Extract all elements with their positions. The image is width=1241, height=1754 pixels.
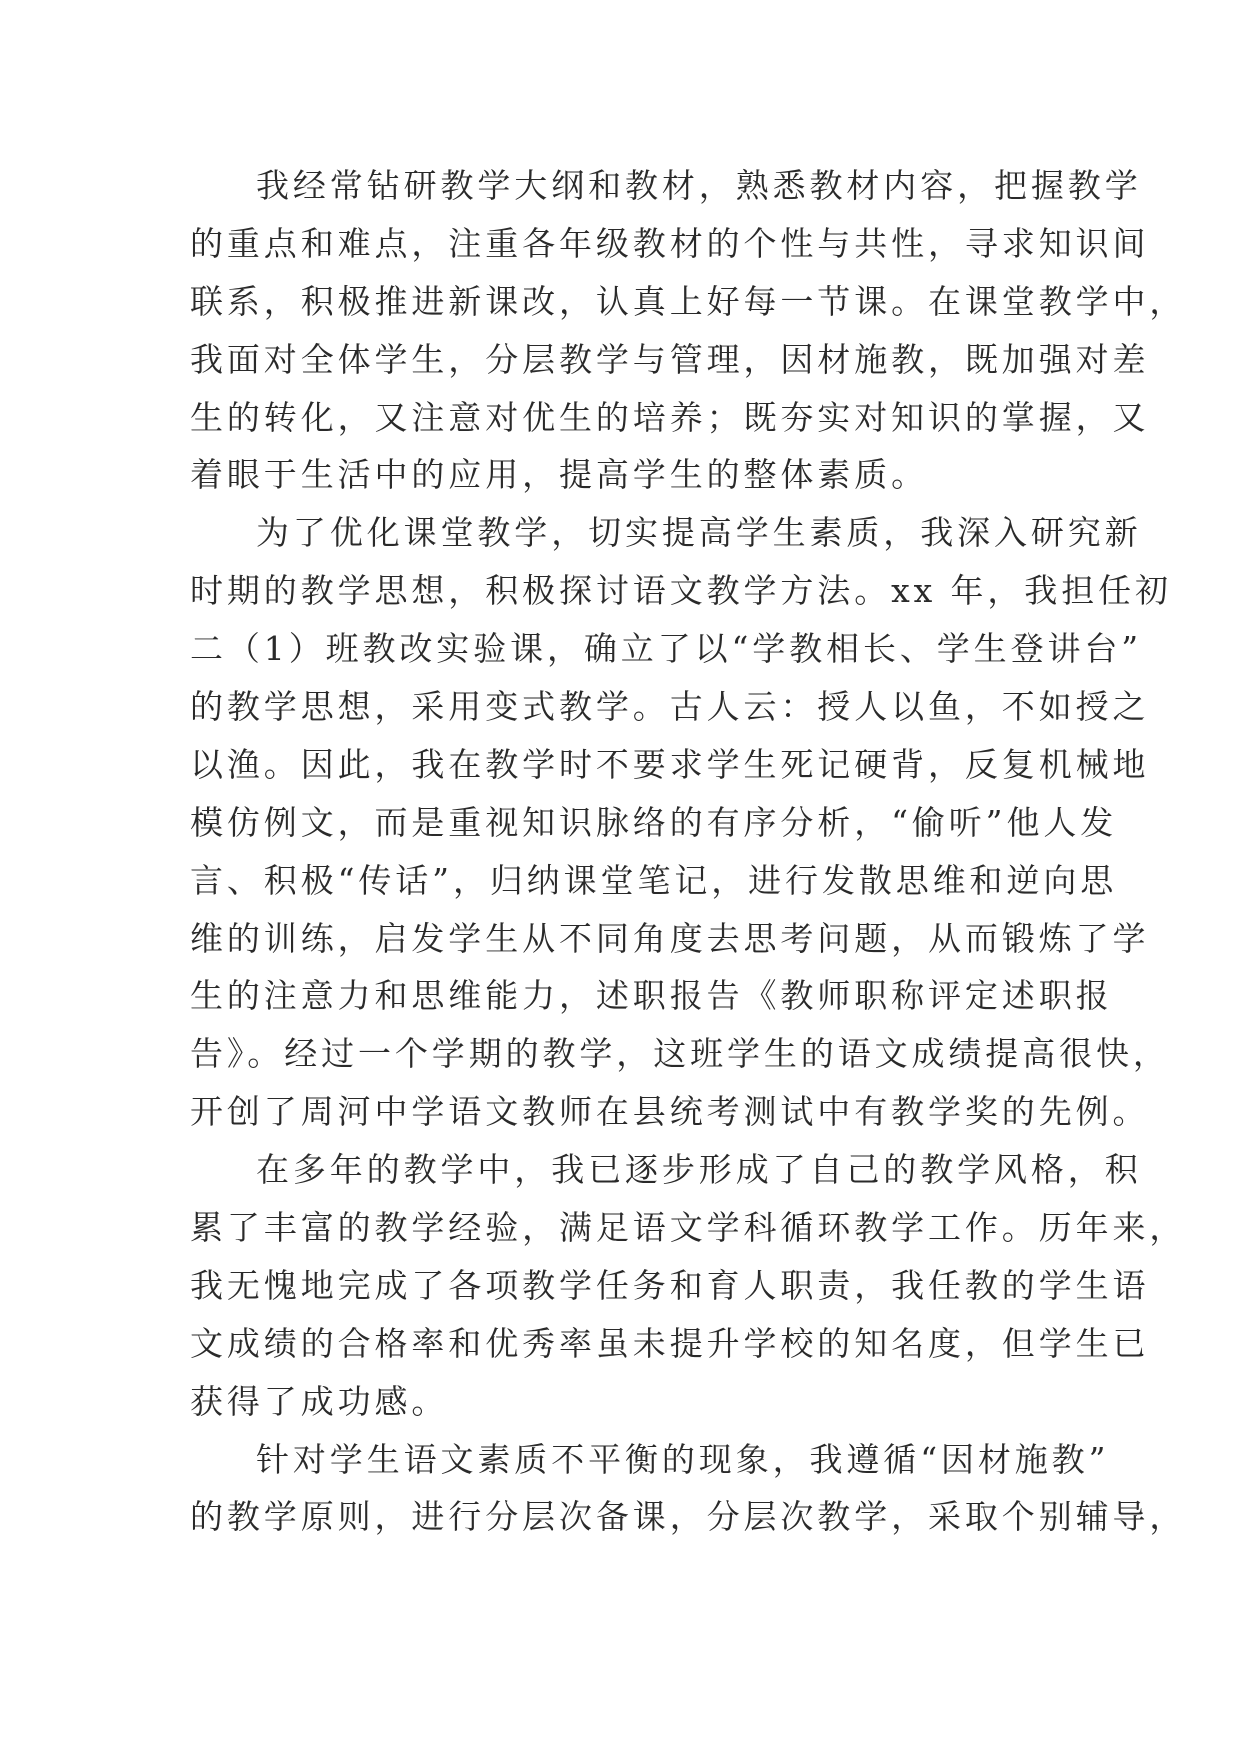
text-line: 文成绩的合格率和优秀率虽未提升学校的知名度，但学生已	[190, 1323, 1150, 1363]
text-line: 模仿例文，而是重视知识脉络的有序分析，“偷听”他人发	[190, 802, 1118, 842]
text-line: 累了丰富的教学经验，满足语文学科循环教学工作。历年来，	[190, 1208, 1187, 1248]
text-line: 针对学生语文素质不平衡的现象，我遵循“因材施教”	[256, 1439, 1110, 1479]
text-line: 生的注意力和思维能力，述职报告《教师职称评定述职报	[190, 976, 1113, 1016]
text-line: 我经常钻研教学大纲和教材，熟悉教材内容，把握教学	[256, 166, 1142, 205]
text-line: 着眼于生活中的应用，提高学生的整体素质。	[190, 455, 928, 495]
text-line: 开创了周河中学语文教师在县统考测试中有教学奖的先例。	[190, 1092, 1150, 1132]
document-body	[190, 157, 1187, 1546]
text-line: 在多年的教学中，我已逐步形成了自己的教学风格，积	[256, 1150, 1142, 1190]
text-line: 的教学原则，进行分层次备课，分层次教学，采取个别辅导，	[190, 1497, 1187, 1537]
text-line: 我无愧地完成了各项教学任务和育人职责，我任教的学生语	[190, 1265, 1150, 1305]
text-line: 我面对全体学生，分层教学与管理，因材施教，既加强对差	[190, 339, 1150, 379]
text-line: 以渔。因此，我在教学时不要求学生死记硬背，反复机械地	[190, 744, 1150, 784]
text-line: 时期的教学思想，积极探讨语文教学方法。xx 年，我担任初	[190, 571, 1172, 611]
text-line: 言、积极“传话”，归纳课堂笔记，进行发散思维和逆向思	[190, 860, 1118, 900]
text-line: 生的转化，又注意对优生的培养；既夯实对知识的掌握，又	[190, 397, 1150, 437]
text-line: 为了优化课堂教学，切实提高学生素质，我深入研究新	[256, 513, 1142, 553]
text-line: 联系，积极推进新课改，认真上好每一节课。在课堂教学中，	[190, 281, 1187, 321]
text-line: 获得了成功感。	[190, 1381, 449, 1421]
text-line: 二（1）班教改实验课，确立了以“学教相长、学生登讲台”	[190, 629, 1143, 669]
text-line: 的教学思想，采用变式教学。古人云：授人以鱼，不如授之	[190, 687, 1150, 727]
text-line: 的重点和难点，注重各年级教材的个性与共性，寻求知识间	[190, 223, 1150, 263]
text-line: 维的训练，启发学生从不同角度去思考问题，从而锻炼了学	[190, 918, 1150, 958]
text-line: 告》。经过一个学期的教学，这班学生的语文成绩提高很快，	[190, 1034, 1170, 1074]
